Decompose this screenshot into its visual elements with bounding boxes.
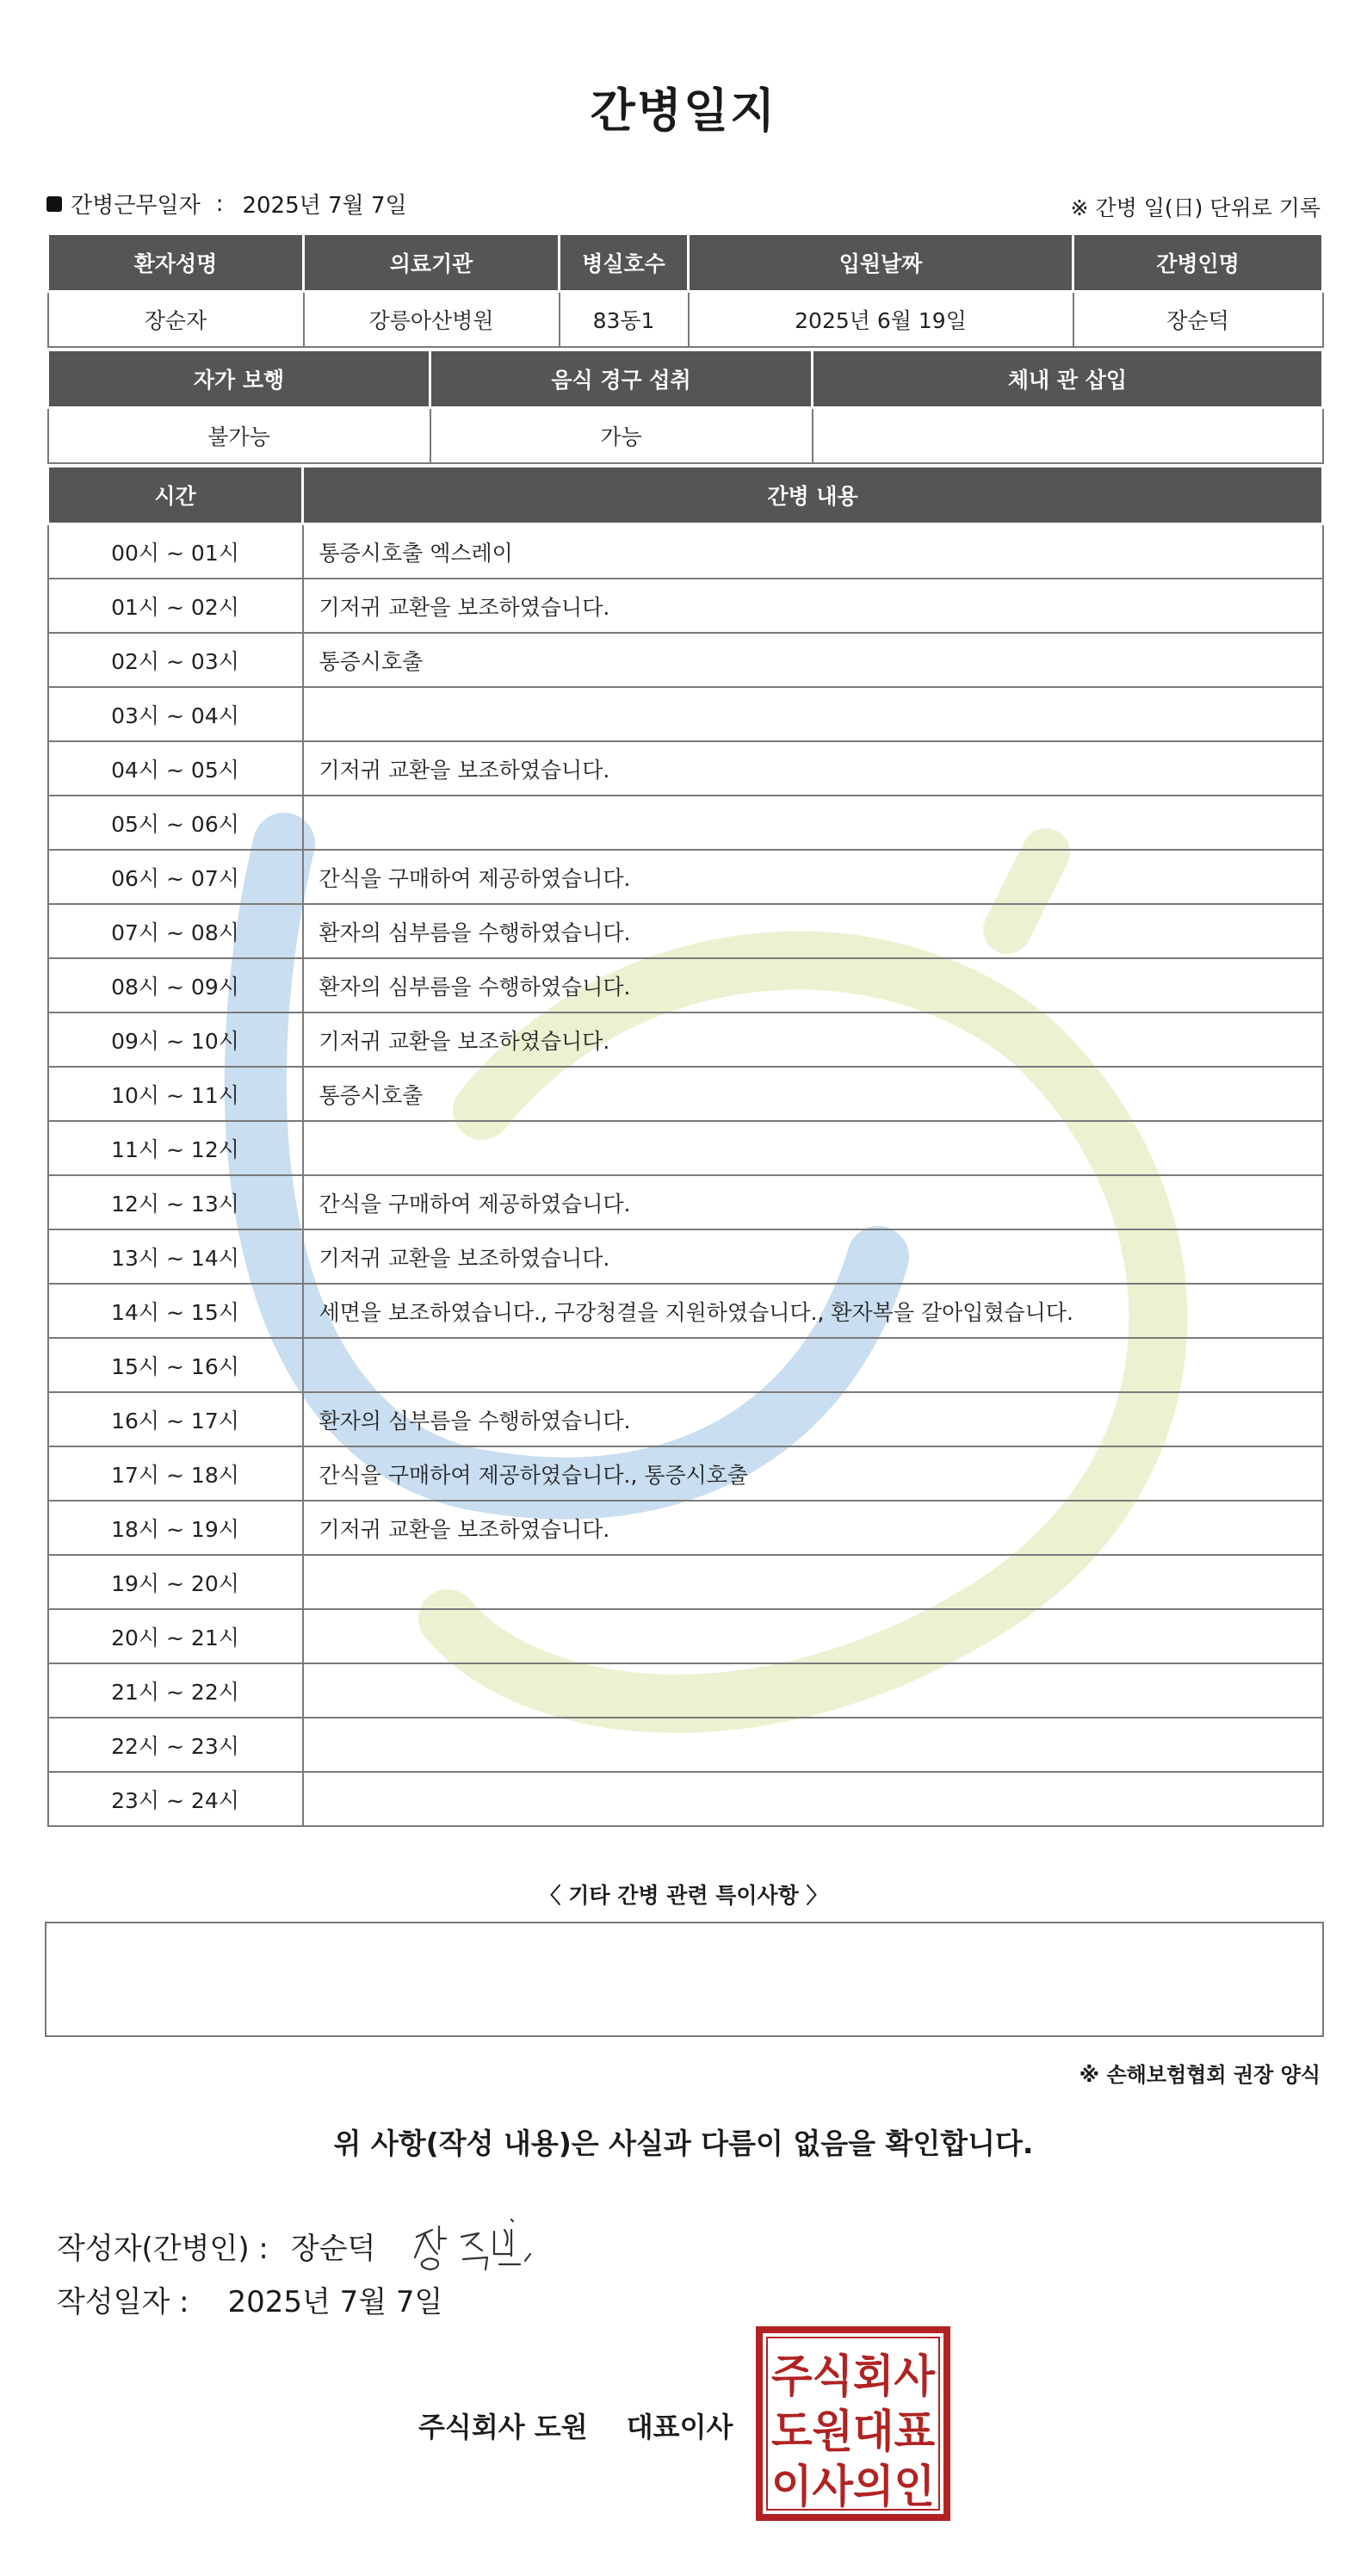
care-content — [303, 1609, 1323, 1663]
company-seal-stamp — [754, 2325, 952, 2523]
time-slot: 16시 ~ 17시 — [48, 1392, 303, 1446]
oral-intake-value: 가능 — [430, 408, 813, 464]
work-date-colon: : — [215, 190, 224, 217]
table-row — [48, 1663, 1323, 1718]
table-row — [48, 1772, 1323, 1826]
time-slot: 19시 ~ 20시 — [48, 1555, 303, 1609]
table-row — [48, 1067, 1323, 1121]
status-header-row — [48, 350, 1323, 408]
etc-section-title: 〈 기타 간병 관련 특이사항 〉 — [539, 1883, 828, 1908]
hospital-name: 강릉아산병원 — [304, 292, 560, 348]
time-slot: 00시 ~ 01시 — [48, 524, 303, 579]
table-row — [48, 1501, 1323, 1555]
time-slot: 17시 ~ 18시 — [48, 1446, 303, 1501]
written-date-value: 2025년 7월 7일 — [227, 2285, 443, 2319]
time-slot: 08시 ~ 09시 — [48, 958, 303, 1012]
etc-notes-box — [45, 1922, 1324, 2037]
confirmation-statement: 위 사항(작성 내용)은 사실과 다름이 없음을 확인합니다. — [333, 2127, 1034, 2160]
table-row — [48, 1175, 1323, 1229]
table-row — [48, 1284, 1323, 1338]
table-row — [48, 1121, 1323, 1175]
care-content: 통증시호출 — [303, 1067, 1323, 1121]
care-content: 세면을 보조하였습니다., 구강청결을 지원하였습니다., 환자복을 갈아입혔습니다. — [303, 1284, 1323, 1338]
representative-title: 대표이사 — [626, 2411, 733, 2443]
status-value-row — [48, 408, 1323, 464]
bullet-square-icon — [46, 196, 62, 212]
time-slot: 21시 ~ 22시 — [48, 1663, 303, 1718]
patient-status-table — [46, 349, 1324, 464]
time-slot: 11시 ~ 12시 — [48, 1121, 303, 1175]
admission-date: 2025년 6월 19일 — [689, 292, 1073, 348]
care-content: 환자의 심부름을 수행하였습니다. — [303, 904, 1323, 958]
care-content: 간식을 구매하여 제공하였습니다. — [303, 1175, 1323, 1229]
company-line — [418, 2406, 733, 2445]
care-content — [303, 1663, 1323, 1718]
header-tube-insertion: 체내 관 삽입 — [813, 350, 1323, 408]
table-row — [48, 1229, 1323, 1284]
care-content: 통증시호출 엑스레이 — [303, 524, 1323, 579]
care-log-header-row — [48, 467, 1323, 524]
care-content: 간식을 구매하여 제공하였습니다. — [303, 850, 1323, 904]
care-log-body — [48, 524, 1323, 1827]
care-content — [303, 1338, 1323, 1392]
table-row — [48, 1718, 1323, 1772]
time-slot: 23시 ~ 24시 — [48, 1772, 303, 1826]
svg-text:이사의인: 이사의인 — [771, 2461, 935, 2513]
time-slot: 09시 ~ 10시 — [48, 1012, 303, 1067]
tube-insertion-value — [813, 408, 1323, 464]
care-content: 환자의 심부름을 수행하였습니다. — [303, 1392, 1323, 1446]
care-content — [303, 1555, 1323, 1609]
writer-label: 작성자(간병인) : — [57, 2231, 269, 2266]
written-date-line — [57, 2278, 442, 2320]
work-date-value: 2025년 7월 7일 — [242, 193, 407, 219]
time-slot: 05시 ~ 06시 — [48, 796, 303, 850]
care-content: 간식을 구매하여 제공하였습니다., 통증시호출 — [303, 1446, 1323, 1501]
time-slot: 04시 ~ 05시 — [48, 741, 303, 796]
table-row — [48, 1392, 1323, 1446]
handwritten-signature — [410, 2211, 556, 2280]
care-content — [303, 1718, 1323, 1772]
care-content: 기저귀 교환을 보조하였습니다. — [303, 1012, 1323, 1067]
table-row — [48, 850, 1323, 904]
table-row — [48, 958, 1323, 1012]
patient-name: 장순자 — [48, 292, 304, 348]
care-content: 기저귀 교환을 보조하였습니다. — [303, 1229, 1323, 1284]
time-slot: 01시 ~ 02시 — [48, 579, 303, 633]
table-row — [48, 1012, 1323, 1067]
header-caregiver-name: 간병인명 — [1073, 234, 1323, 292]
caregiver-name: 장순덕 — [1073, 292, 1323, 348]
header-time: 시간 — [48, 467, 303, 524]
care-content — [303, 1772, 1323, 1826]
time-slot: 02시 ~ 03시 — [48, 633, 303, 687]
company-name: 주식회사 도원 — [418, 2411, 588, 2443]
table-row — [48, 633, 1323, 687]
care-content: 기저귀 교환을 보조하였습니다. — [303, 1501, 1323, 1555]
time-slot: 10시 ~ 11시 — [48, 1067, 303, 1121]
care-content — [303, 1121, 1323, 1175]
table-row — [48, 796, 1323, 850]
care-content: 기저귀 교환을 보조하였습니다. — [303, 741, 1323, 796]
table-row — [48, 524, 1323, 579]
svg-text:도원대표: 도원대표 — [771, 2406, 935, 2458]
time-slot: 18시 ~ 19시 — [48, 1501, 303, 1555]
table-row — [48, 579, 1323, 633]
care-content — [303, 796, 1323, 850]
table-row — [48, 741, 1323, 796]
time-slot: 13시 ~ 14시 — [48, 1229, 303, 1284]
care-content — [303, 687, 1323, 741]
document-title: 간병일지 — [590, 84, 777, 138]
table-row — [48, 1555, 1323, 1609]
table-row — [48, 1609, 1323, 1663]
work-date-line — [46, 188, 407, 220]
care-content: 통증시호출 — [303, 633, 1323, 687]
work-date-label: 간병근무일자 — [71, 193, 201, 219]
svg-text:주식회사: 주식회사 — [771, 2351, 936, 2403]
writer-line — [57, 2211, 556, 2280]
self-walking-value: 불가능 — [48, 408, 430, 464]
association-note: ※ 손해보험협회 권장 양식 — [1079, 2063, 1321, 2087]
time-slot: 03시 ~ 04시 — [48, 687, 303, 741]
header-self-walking: 자가 보행 — [48, 350, 430, 408]
care-content: 환자의 심부름을 수행하였습니다. — [303, 958, 1323, 1012]
time-slot: 14시 ~ 15시 — [48, 1284, 303, 1338]
table-row — [48, 904, 1323, 958]
header-admission-date: 입원날짜 — [689, 234, 1073, 292]
table-row — [48, 1338, 1323, 1392]
time-slot: 06시 ~ 07시 — [48, 850, 303, 904]
header-oral-intake: 음식 경구 섭취 — [430, 350, 813, 408]
written-date-label: 작성일자 : — [57, 2285, 189, 2319]
unit-note: ※ 간병 일(日) 단위로 기록 — [1070, 195, 1321, 220]
patient-info-table — [46, 232, 1324, 348]
writer-name: 장순덕 — [290, 2231, 376, 2266]
patient-header-row — [48, 234, 1323, 292]
header-room: 병실호수 — [560, 234, 689, 292]
table-row — [48, 687, 1323, 741]
time-slot: 20시 ~ 21시 — [48, 1609, 303, 1663]
room-number: 83동1 — [560, 292, 689, 348]
time-slot: 12시 ~ 13시 — [48, 1175, 303, 1229]
time-slot: 22시 ~ 23시 — [48, 1718, 303, 1772]
care-content: 기저귀 교환을 보조하였습니다. — [303, 579, 1323, 633]
time-slot: 07시 ~ 08시 — [48, 904, 303, 958]
time-slot: 15시 ~ 16시 — [48, 1338, 303, 1392]
care-log-table — [46, 465, 1324, 1827]
patient-value-row — [48, 292, 1323, 348]
header-hospital: 의료기관 — [304, 234, 560, 292]
header-care-content: 간병 내용 — [303, 467, 1323, 524]
header-patient-name: 환자성명 — [48, 234, 304, 292]
table-row — [48, 1446, 1323, 1501]
